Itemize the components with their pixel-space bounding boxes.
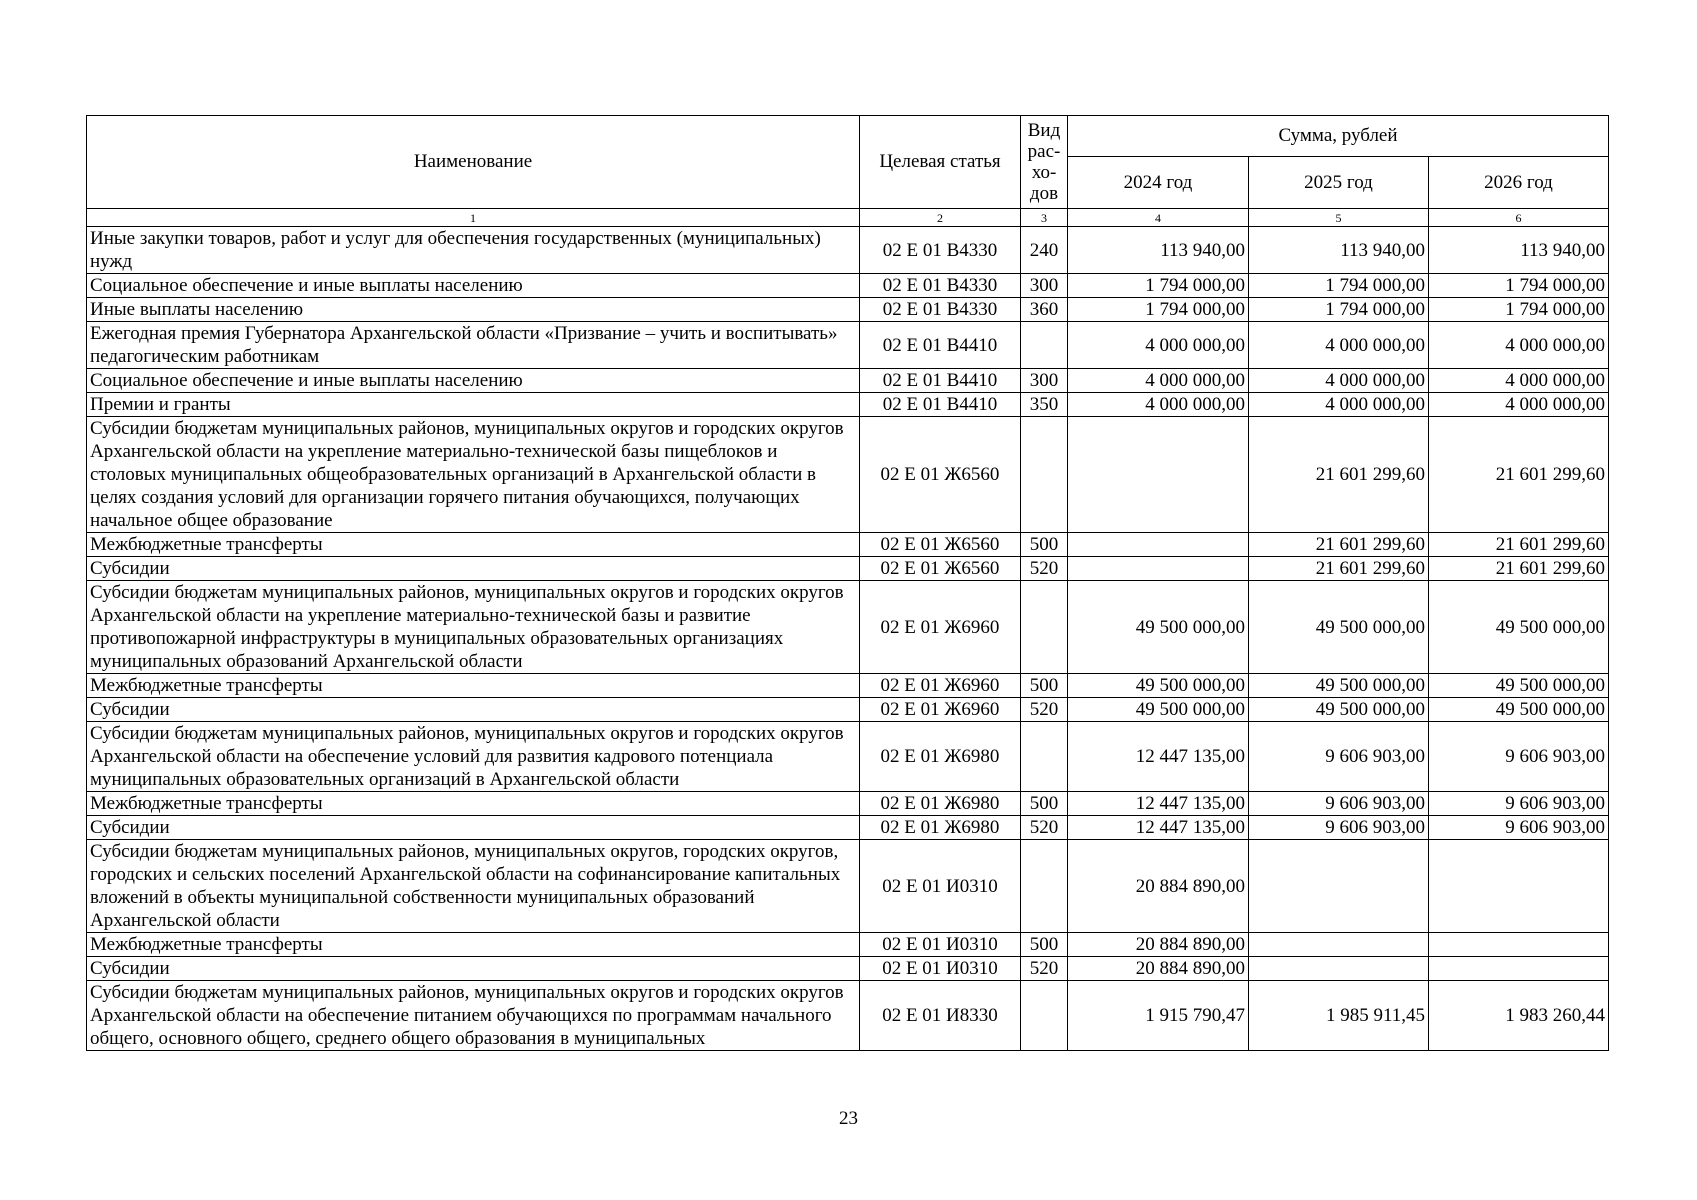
row-name: Иные закупки товаров, работ и услуг для обеспечения государственных (муниципальных) нужд <box>87 227 860 274</box>
row-amount-2025: 1 794 000,00 <box>1249 274 1429 298</box>
row-name: Субсидии бюджетам муниципальных районов, муниципальных округов и городских округов Архангельской области на укрепление материально-технической базы и развитие противопожарной инфраструктуры в муниципальных образовательных организациях муниципальных образований Архангельской области <box>87 581 860 674</box>
row-target-article: 02 Е 01 Ж6980 <box>860 722 1021 792</box>
row-amount-2025: 9 606 903,00 <box>1249 722 1429 792</box>
table-row <box>87 298 1609 322</box>
header-expense-kind-line: рас- <box>1027 141 1061 162</box>
row-amount-2026: 1 983 260,44 <box>1429 981 1609 1051</box>
row-target-article: 02 Е 01 Ж6960 <box>860 581 1021 674</box>
row-amount-2024: 49 500 000,00 <box>1068 581 1249 674</box>
row-expense-kind <box>1021 840 1068 933</box>
header-name: Наименование <box>87 116 860 209</box>
row-amount-2026: 113 940,00 <box>1429 227 1609 274</box>
column-number-row <box>87 209 1609 227</box>
row-amount-2025: 49 500 000,00 <box>1249 698 1429 722</box>
header-expense-kind-line: Вид <box>1027 120 1061 141</box>
row-target-article: 02 Е 01 В4330 <box>860 227 1021 274</box>
header-expense-kind <box>1021 116 1068 209</box>
row-amount-2025: 9 606 903,00 <box>1249 816 1429 840</box>
table-row <box>87 322 1609 369</box>
row-amount-2024: 1 794 000,00 <box>1068 274 1249 298</box>
table-row <box>87 581 1609 674</box>
row-amount-2026: 4 000 000,00 <box>1429 369 1609 393</box>
row-expense-kind: 500 <box>1021 674 1068 698</box>
budget-table <box>86 115 1609 1051</box>
header-expense-kind-line: хо- <box>1031 162 1057 183</box>
row-amount-2025: 1 794 000,00 <box>1249 298 1429 322</box>
row-amount-2026: 4 000 000,00 <box>1429 393 1609 417</box>
row-amount-2024: 12 447 135,00 <box>1068 816 1249 840</box>
row-name: Субсидии <box>87 698 860 722</box>
table-body <box>87 227 1609 1051</box>
header-year-2026: 2026 год <box>1429 157 1609 209</box>
row-name: Субсидии <box>87 957 860 981</box>
row-target-article: 02 Е 01 Ж6960 <box>860 698 1021 722</box>
page-number: 23 <box>839 1108 858 1129</box>
header-expense-kind-line: дов <box>1029 183 1059 204</box>
row-name: Межбюджетные трансферты <box>87 792 860 816</box>
row-expense-kind: 520 <box>1021 557 1068 581</box>
table-row <box>87 393 1609 417</box>
row-amount-2024: 113 940,00 <box>1068 227 1249 274</box>
table-row <box>87 557 1609 581</box>
row-amount-2025: 4 000 000,00 <box>1249 322 1429 369</box>
row-target-article: 02 Е 01 И0310 <box>860 933 1021 957</box>
row-amount-2026: 9 606 903,00 <box>1429 816 1609 840</box>
row-expense-kind: 300 <box>1021 274 1068 298</box>
row-expense-kind: 350 <box>1021 393 1068 417</box>
table-row <box>87 933 1609 957</box>
row-target-article: 02 Е 01 Ж6980 <box>860 792 1021 816</box>
row-expense-kind: 520 <box>1021 816 1068 840</box>
row-name: Премии и гранты <box>87 393 860 417</box>
row-expense-kind <box>1021 581 1068 674</box>
row-amount-2024: 20 884 890,00 <box>1068 957 1249 981</box>
header-year-2025: 2025 год <box>1249 157 1429 209</box>
row-amount-2024 <box>1068 557 1249 581</box>
row-amount-2025: 9 606 903,00 <box>1249 792 1429 816</box>
row-target-article: 02 Е 01 В4410 <box>860 322 1021 369</box>
column-number: 5 <box>1249 209 1429 227</box>
table-row <box>87 417 1609 533</box>
row-target-article: 02 Е 01 И8330 <box>860 981 1021 1051</box>
row-target-article: 02 Е 01 И0310 <box>860 840 1021 933</box>
row-amount-2026: 1 794 000,00 <box>1429 298 1609 322</box>
header-year-2024: 2024 год <box>1068 157 1249 209</box>
row-target-article: 02 Е 01 Ж6980 <box>860 816 1021 840</box>
row-name: Субсидии <box>87 557 860 581</box>
row-amount-2025: 4 000 000,00 <box>1249 393 1429 417</box>
table-row <box>87 698 1609 722</box>
row-name: Субсидии <box>87 816 860 840</box>
row-amount-2024: 4 000 000,00 <box>1068 393 1249 417</box>
row-name: Межбюджетные трансферты <box>87 674 860 698</box>
row-name: Социальное обеспечение и иные выплаты населению <box>87 369 860 393</box>
row-name: Субсидии бюджетам муниципальных районов, муниципальных округов и городских округов Архангельской области на укрепление материально-технической базы пищеблоков и столовых муниципальных общеобразовательных организаций в Архангельской области в целях создания условий для организации горячего питания обучающихся, получающих начальное общее образование <box>87 417 860 533</box>
row-target-article: 02 Е 01 Ж6560 <box>860 417 1021 533</box>
row-amount-2025: 4 000 000,00 <box>1249 369 1429 393</box>
row-name: Ежегодная премия Губернатора Архангельской области «Призвание – учить и воспитывать» педагогическим работникам <box>87 322 860 369</box>
row-name: Социальное обеспечение и иные выплаты населению <box>87 274 860 298</box>
row-target-article: 02 Е 01 В4410 <box>860 369 1021 393</box>
row-amount-2026 <box>1429 933 1609 957</box>
row-amount-2026: 4 000 000,00 <box>1429 322 1609 369</box>
row-amount-2024 <box>1068 533 1249 557</box>
row-amount-2024: 12 447 135,00 <box>1068 792 1249 816</box>
column-number: 2 <box>860 209 1021 227</box>
row-name: Субсидии бюджетам муниципальных районов, муниципальных округов и городских округов Архангельской области на обеспечение питанием обучающихся по программам начального общего, основного общего, среднего общего образования в муниципальных <box>87 981 860 1051</box>
row-amount-2025: 49 500 000,00 <box>1249 674 1429 698</box>
row-amount-2024: 49 500 000,00 <box>1068 698 1249 722</box>
column-number: 1 <box>87 209 860 227</box>
row-amount-2024: 49 500 000,00 <box>1068 674 1249 698</box>
row-target-article: 02 Е 01 В4410 <box>860 393 1021 417</box>
row-expense-kind: 300 <box>1021 369 1068 393</box>
row-amount-2026: 21 601 299,60 <box>1429 557 1609 581</box>
row-amount-2025: 113 940,00 <box>1249 227 1429 274</box>
row-amount-2024: 1 794 000,00 <box>1068 298 1249 322</box>
table-row <box>87 840 1609 933</box>
row-amount-2024: 20 884 890,00 <box>1068 933 1249 957</box>
row-amount-2024: 4 000 000,00 <box>1068 369 1249 393</box>
row-amount-2026: 21 601 299,60 <box>1429 417 1609 533</box>
row-expense-kind: 500 <box>1021 792 1068 816</box>
row-target-article: 02 Е 01 И0310 <box>860 957 1021 981</box>
row-amount-2026: 49 500 000,00 <box>1429 581 1609 674</box>
row-amount-2026: 49 500 000,00 <box>1429 674 1609 698</box>
row-amount-2025: 49 500 000,00 <box>1249 581 1429 674</box>
row-amount-2024 <box>1068 417 1249 533</box>
row-expense-kind <box>1021 417 1068 533</box>
table-row <box>87 722 1609 792</box>
row-target-article: 02 Е 01 Ж6960 <box>860 674 1021 698</box>
row-expense-kind: 240 <box>1021 227 1068 274</box>
table-row <box>87 981 1609 1051</box>
header-sum: Сумма, рублей <box>1068 116 1609 157</box>
row-name: Иные выплаты населению <box>87 298 860 322</box>
row-expense-kind: 520 <box>1021 698 1068 722</box>
row-name: Субсидии бюджетам муниципальных районов, муниципальных округов, городских округов, городских и сельских поселений Архангельской области на софинансирование капитальных вложений в объекты муниципальной собственности муниципальных образований Архангельской области <box>87 840 860 933</box>
column-number: 4 <box>1068 209 1249 227</box>
row-target-article: 02 Е 01 Ж6560 <box>860 533 1021 557</box>
row-amount-2025: 21 601 299,60 <box>1249 417 1429 533</box>
row-amount-2026: 21 601 299,60 <box>1429 533 1609 557</box>
table-header <box>87 116 1609 227</box>
row-amount-2026: 49 500 000,00 <box>1429 698 1609 722</box>
table-row <box>87 957 1609 981</box>
table-row <box>87 369 1609 393</box>
row-expense-kind <box>1021 981 1068 1051</box>
row-amount-2024: 4 000 000,00 <box>1068 322 1249 369</box>
row-target-article: 02 Е 01 Ж6560 <box>860 557 1021 581</box>
row-amount-2026: 1 794 000,00 <box>1429 274 1609 298</box>
row-name: Субсидии бюджетам муниципальных районов, муниципальных округов и городских округов Архангельской области на обеспечение условий для развития кадрового потенциала муниципальных образовательных организаций в Архангельской области <box>87 722 860 792</box>
row-amount-2026 <box>1429 840 1609 933</box>
table-row <box>87 274 1609 298</box>
column-number: 6 <box>1429 209 1609 227</box>
row-amount-2026: 9 606 903,00 <box>1429 722 1609 792</box>
row-amount-2026: 9 606 903,00 <box>1429 792 1609 816</box>
header-target-article: Целевая статья <box>860 116 1021 209</box>
row-amount-2024: 1 915 790,47 <box>1068 981 1249 1051</box>
row-expense-kind: 500 <box>1021 933 1068 957</box>
row-expense-kind: 360 <box>1021 298 1068 322</box>
row-expense-kind: 500 <box>1021 533 1068 557</box>
row-target-article: 02 Е 01 В4330 <box>860 298 1021 322</box>
row-amount-2025 <box>1249 933 1429 957</box>
row-expense-kind: 520 <box>1021 957 1068 981</box>
row-target-article: 02 Е 01 В4330 <box>860 274 1021 298</box>
row-amount-2025 <box>1249 840 1429 933</box>
row-expense-kind <box>1021 722 1068 792</box>
row-amount-2025: 1 985 911,45 <box>1249 981 1429 1051</box>
table-row <box>87 674 1609 698</box>
row-amount-2026 <box>1429 957 1609 981</box>
row-expense-kind <box>1021 322 1068 369</box>
table-row <box>87 792 1609 816</box>
row-amount-2024: 20 884 890,00 <box>1068 840 1249 933</box>
row-name: Межбюджетные трансферты <box>87 933 860 957</box>
table-row <box>87 816 1609 840</box>
row-amount-2024: 12 447 135,00 <box>1068 722 1249 792</box>
row-amount-2025: 21 601 299,60 <box>1249 533 1429 557</box>
table-row <box>87 533 1609 557</box>
row-amount-2025 <box>1249 957 1429 981</box>
table-row <box>87 227 1609 274</box>
row-name: Межбюджетные трансферты <box>87 533 860 557</box>
column-number: 3 <box>1021 209 1068 227</box>
row-amount-2025: 21 601 299,60 <box>1249 557 1429 581</box>
